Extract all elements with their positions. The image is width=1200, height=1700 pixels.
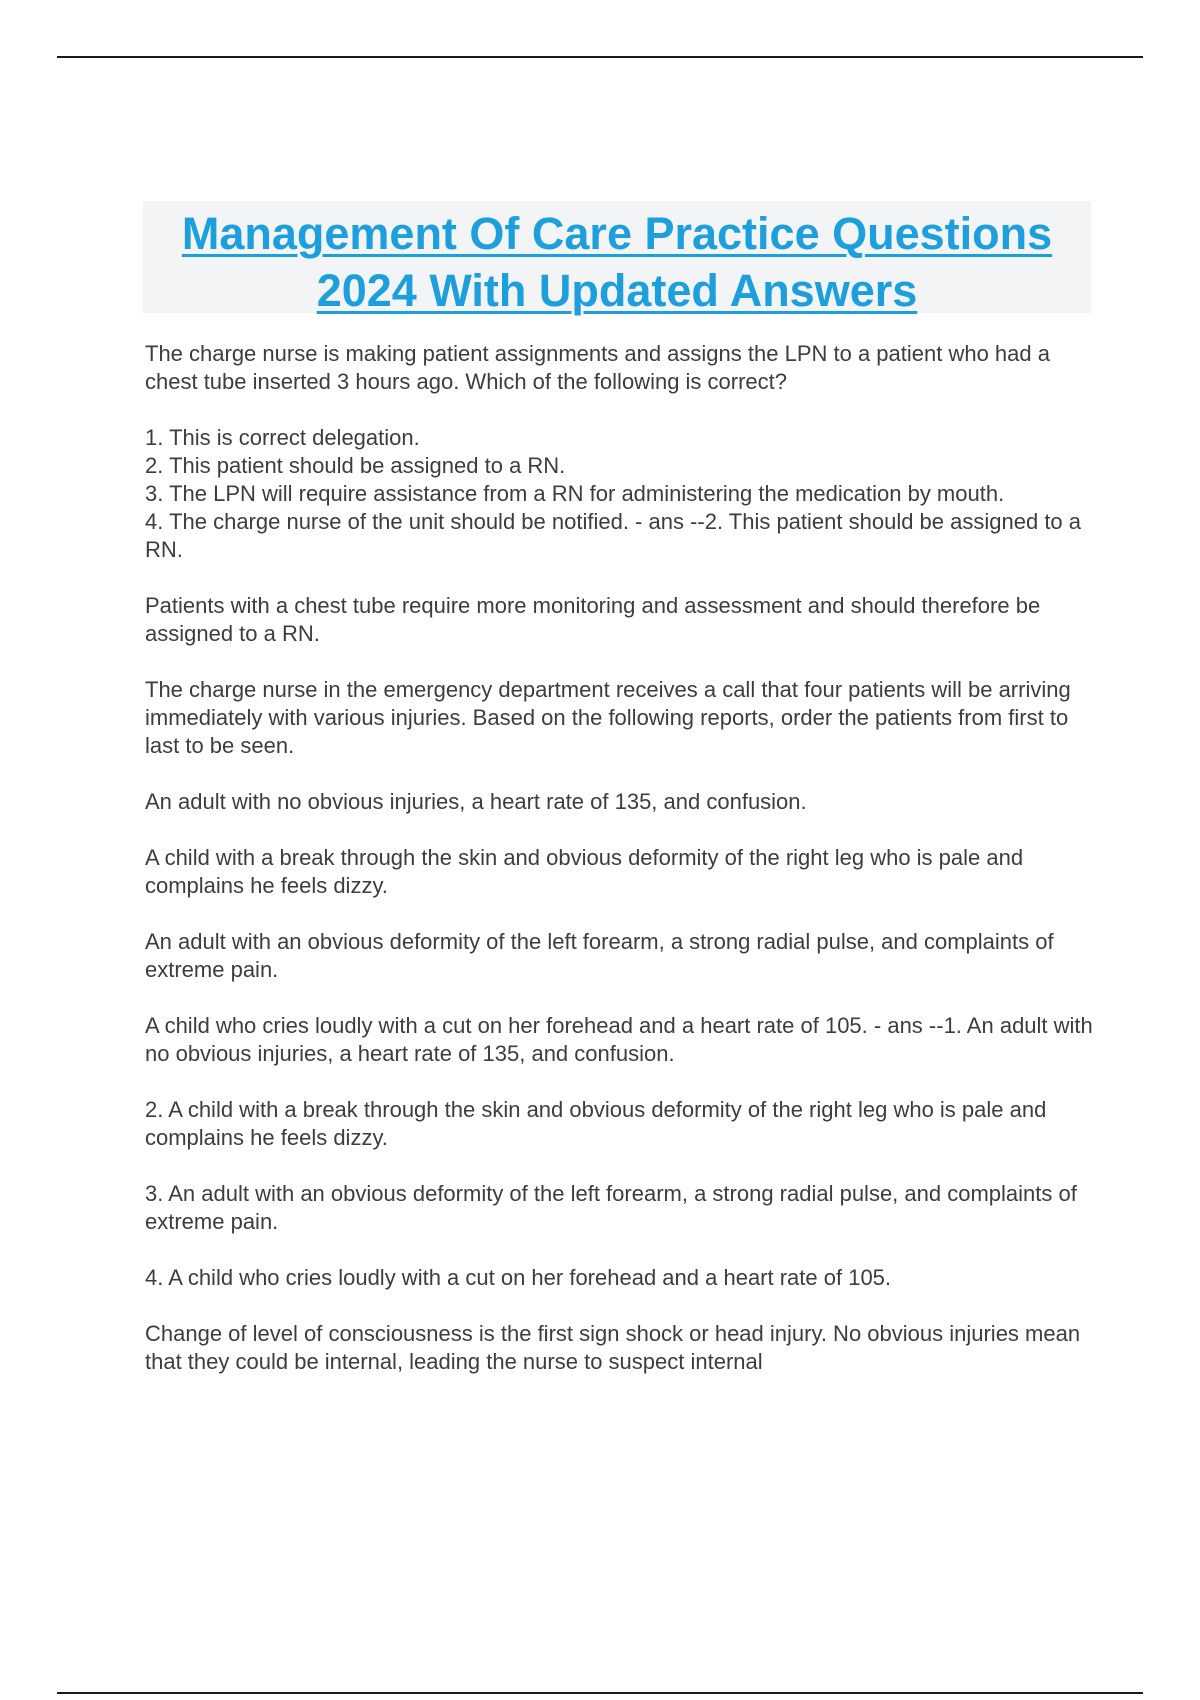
question-1-option-3: 3. The LPN will require assistance from a RN for administering the medication by mouth. [145, 481, 1005, 506]
question-1-rationale: Patients with a chest tube require more monitoring and assessment and should therefore be assigned to a RN. [145, 593, 1041, 646]
question-2-report-3: An adult with an obvious deformity of the left forearm, a strong radial pulse, and complaints of extreme pain. [145, 929, 1054, 982]
question-1-option-1: 1. This is correct delegation. [145, 425, 420, 450]
question-2-report-2: A child with a break through the skin and obvious deformity of the right leg who is pale and complains he feels dizzy. [145, 845, 1024, 898]
title-line-1: Management Of Care Practice Questions [181, 208, 1053, 259]
question-2-rationale: Change of level of consciousness is the first sign shock or head injury. No obvious injuries mean that they could be internal, leading the nurse to suspect internal [145, 1321, 1081, 1374]
title-banner [143, 201, 1091, 316]
question-1-option-2: 2. This patient should be assigned to a RN. [145, 453, 566, 478]
question-1-option-4-answer: 4. The charge nurse of the unit should be notified. - ans --2. This patient should be assigned to a RN. [145, 509, 1082, 562]
question-2-report-4-answer: A child who cries loudly with a cut on her forehead and a heart rate of 105. - ans --1. An adult with no obvious injuries, a heart rate of 135, and confusion. [145, 1013, 1093, 1066]
question-2-answer-2: 2. A child with a break through the skin and obvious deformity of the right leg who is pale and complains he feels dizzy. [145, 1097, 1047, 1150]
header-rule [57, 56, 1143, 58]
document-title [143, 201, 1091, 319]
question-2-text: The charge nurse in the emergency department receives a call that four patients will be arriving immediately with various injuries. Based on the following reports, order the patients from first to last to be seen. [145, 677, 1071, 758]
question-1-text: The charge nurse is making patient assignments and assigns the LPN to a patient who had a chest tube inserted 3 hours ago. Which of the following is correct? [145, 341, 1050, 394]
question-2-answer-3: 3. An adult with an obvious deformity of the left forearm, a strong radial pulse, and complaints of extreme pain. [145, 1181, 1077, 1234]
question-2-answer-4: 4. A child who cries loudly with a cut on her forehead and a heart rate of 105. [145, 1265, 892, 1290]
question-2-report-1: An adult with no obvious injuries, a heart rate of 135, and confusion. [145, 789, 807, 814]
footer-rule [57, 1692, 1143, 1694]
title-line-2: 2024 With Updated Answers [316, 265, 918, 316]
document-body [145, 340, 1095, 1404]
